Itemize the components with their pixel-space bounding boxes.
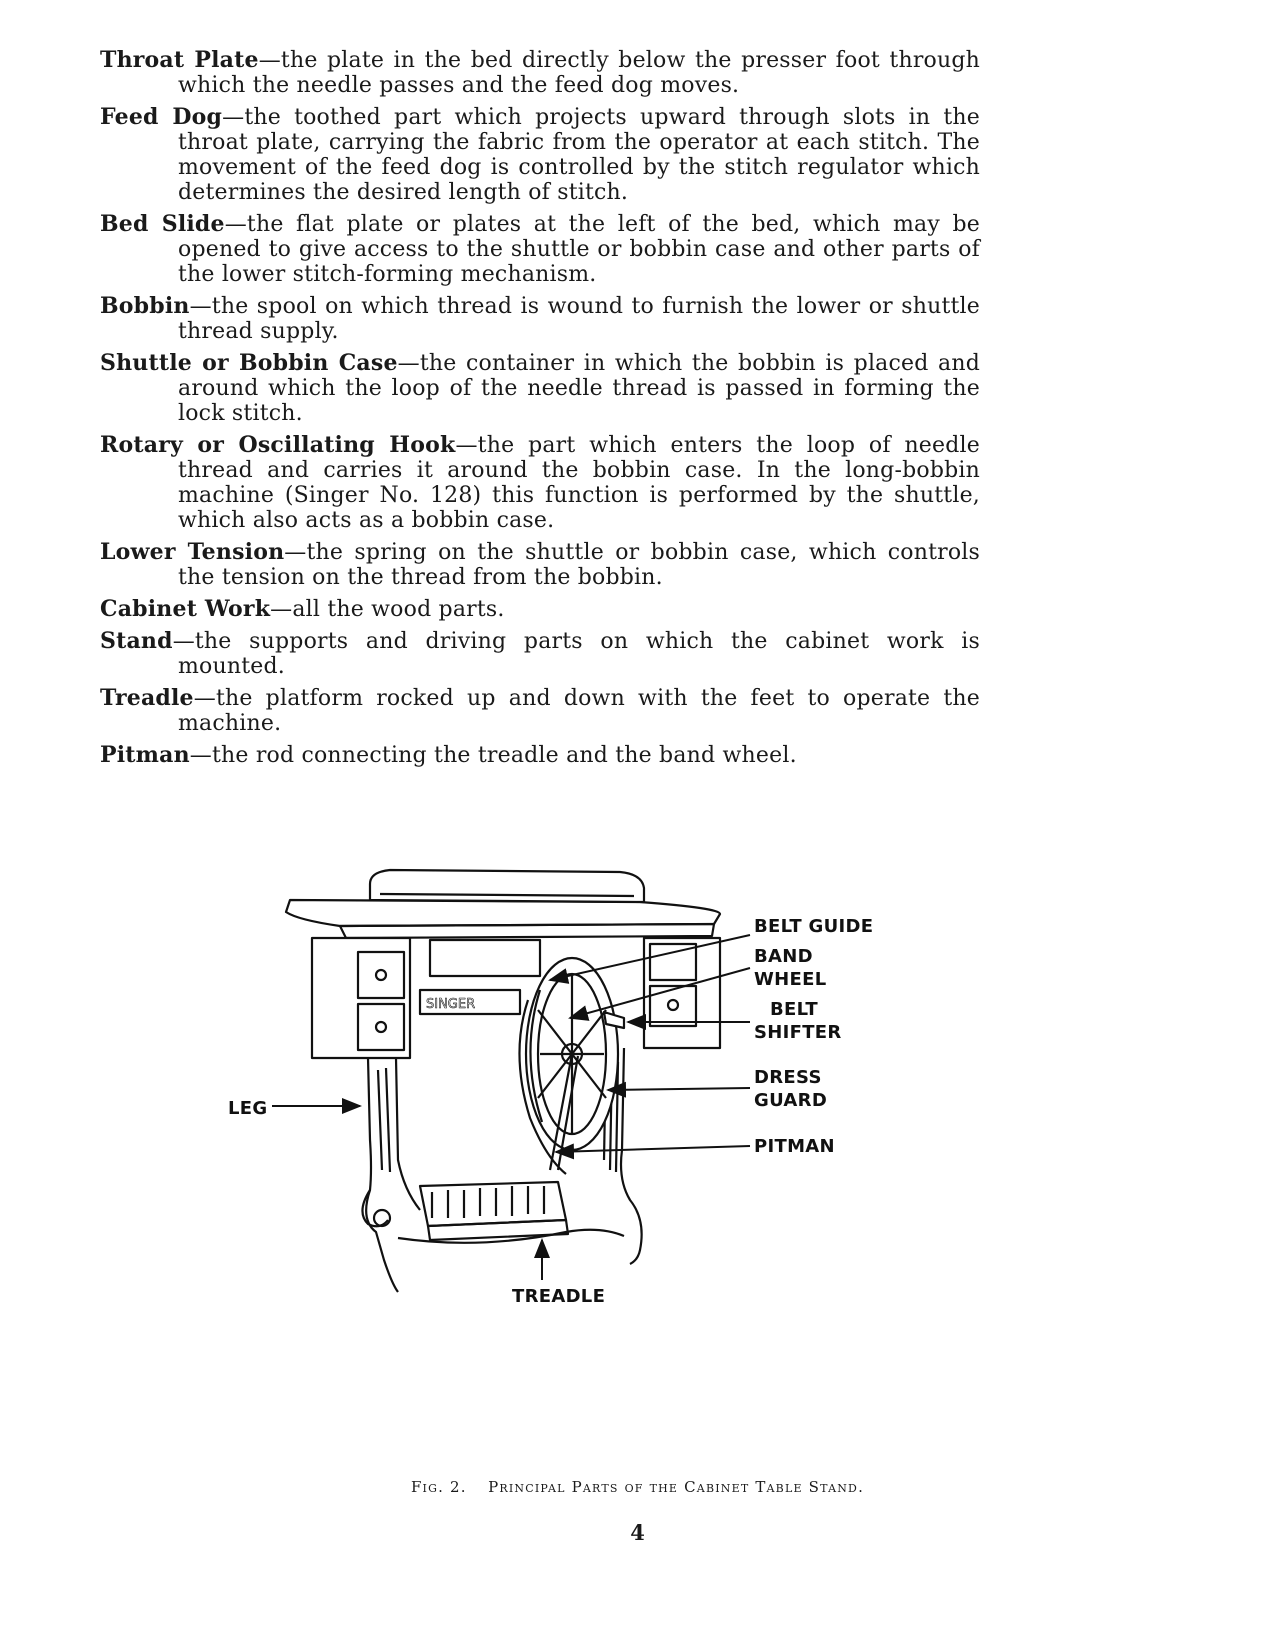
caption-text: Principal Parts of the Cabinet Table Stand.	[488, 1478, 865, 1496]
leg-label: LEG	[228, 1098, 268, 1119]
page-number: 4	[630, 1520, 645, 1545]
right-drawer-cabinet	[644, 938, 720, 1048]
cabinet-stand-figure	[220, 840, 920, 1320]
entry-term: Cabinet Work	[100, 596, 271, 622]
glossary-entry	[100, 433, 980, 533]
entry-definition: —the rod connecting the treadle and the band wheel.	[189, 743, 797, 768]
entry-definition: —the spring on the shuttle or bobbin case, which controls the tension on the thread from the bobbin.	[178, 540, 980, 590]
right-leg	[621, 1048, 642, 1264]
entry-definition: —the toothed part which projects upward through slots in the throat plate, carrying the fabric from the operator at each stitch. The movement of the feed dog is controlled by the stitch regulator which determines the desired length of stitch.	[178, 105, 981, 205]
entry-term: Lower Tension	[100, 539, 285, 565]
cabinet-stand-illustration	[220, 840, 920, 1320]
glossary-entry	[100, 294, 980, 344]
entry-term: Feed Dog	[100, 104, 223, 130]
entry-definition: —the plate in the bed directly below the presser foot through which the needle passes and the feed dog moves.	[178, 48, 981, 98]
entry-definition: —the part which enters the loop of needle thread and carries it around the bobbin case. In the long-bobbin machine (Singer No. 128) this function is performed by the shuttle, which also acts as a bobbin case.	[178, 433, 980, 533]
caption-prefix: Fig. 2.	[410, 1478, 467, 1496]
entry-term: Throat Plate	[100, 47, 259, 73]
left-leg	[366, 1058, 398, 1292]
entry-term: Bobbin	[100, 293, 190, 319]
entry-definition: —the platform rocked up and down with the feet to operate the machine.	[178, 686, 980, 736]
glossary-entry	[100, 540, 980, 590]
entry-term: Stand	[100, 628, 173, 654]
glossary-entry	[100, 48, 980, 98]
guard-label: GUARD	[754, 1090, 828, 1111]
entry-definition: —all the wood parts.	[270, 597, 505, 622]
glossary-entry	[100, 351, 980, 426]
entry-term: Shuttle or Bobbin Case	[100, 350, 398, 376]
figure-caption	[0, 1478, 1275, 1496]
entry-definition: —the container in which the bobbin is placed and around which the loop of the needle thread is passed in forming the lock stitch.	[178, 351, 980, 426]
dress-guard-arrow	[608, 1088, 750, 1090]
entry-term: Pitman	[100, 742, 190, 768]
belt-label: BELT	[770, 999, 818, 1020]
glossary-entry	[100, 105, 980, 205]
entry-definition: —the spool on which thread is wound to furnish the lower or shuttle thread supply.	[178, 294, 980, 344]
glossary-entry	[100, 212, 980, 287]
glossary-entry	[100, 629, 980, 679]
entry-term: Rotary or Oscillating Hook	[100, 432, 456, 458]
glossary-entry	[100, 743, 980, 768]
entry-term: Bed Slide	[100, 211, 225, 237]
glossary	[100, 48, 980, 775]
glossary-entry	[100, 597, 980, 622]
dress-label: DRESS	[754, 1067, 822, 1088]
pitman-label: PITMAN	[754, 1136, 835, 1157]
treadle-label: TREADLE	[512, 1286, 606, 1307]
singer-brand-text: SINGER	[426, 997, 476, 1012]
machine-cover	[370, 870, 644, 902]
band-label: BAND	[754, 946, 813, 967]
entry-term: Treadle	[100, 685, 194, 711]
belt-guide-label: BELT GUIDE	[754, 916, 874, 937]
table-top	[286, 900, 720, 926]
wheel-label: WHEEL	[754, 969, 827, 990]
entry-definition: —the supports and driving parts on which the cabinet work is mounted.	[172, 629, 980, 679]
glossary-entry	[100, 686, 980, 736]
entry-definition: —the flat plate or plates at the left of the bed, which may be opened to give access to the shuttle or bobbin case and other parts of the lower stitch-forming mechanism.	[178, 212, 980, 287]
shifter-label: SHIFTER	[754, 1022, 842, 1043]
